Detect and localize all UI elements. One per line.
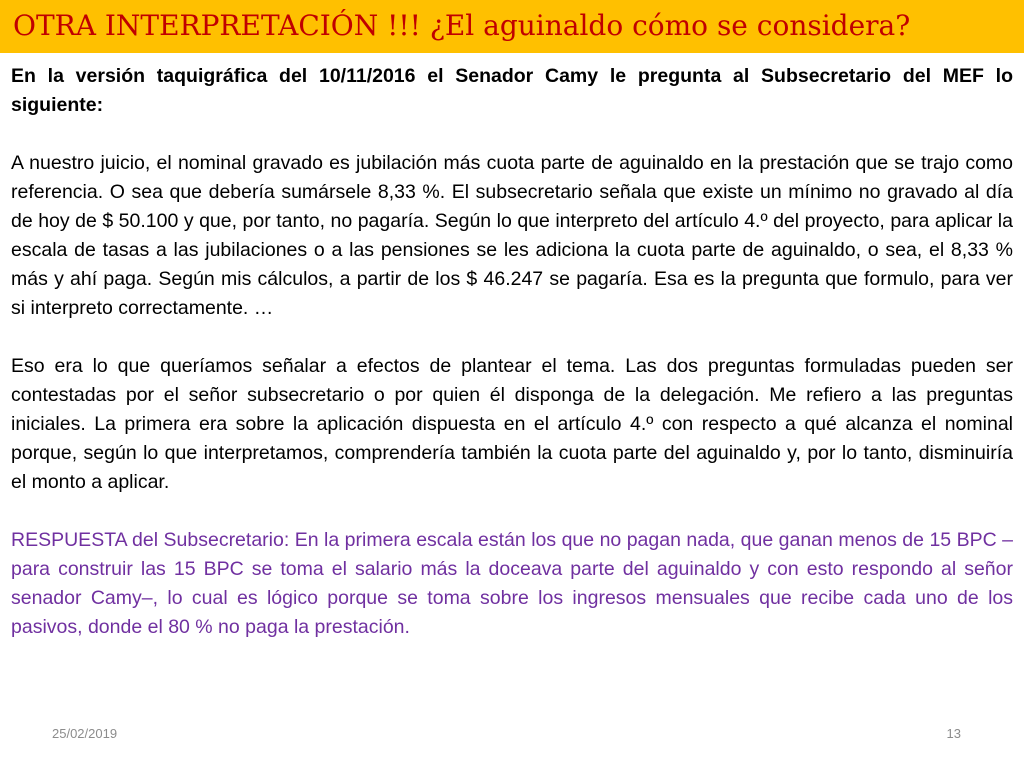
question-paragraph-2: Eso era lo que queríamos señalar a efectos de plantear el tema. Las dos preguntas formuladas pueden ser contestadas por el señor subsecretario o por quien él disponga de la delegación. Me refiero a las preguntas iniciales. La primera era sobre la aplicación dispuesta en el artículo 4.º con respecto a qué alcanza el nominal porque, según lo que interpretamos, comprendería también la cuota parte del aguinaldo y, por lo tanto, disminuiría el monto a aplicar. [11, 355, 1013, 493]
intro-paragraph: En la versión taquigráfica del 10/11/2016 el Senador Camy le pregunta al Subsecretario del MEF lo siguiente: [11, 65, 1013, 116]
footer-date: 25/02/2019 [52, 726, 118, 741]
title-bar [0, 0, 1024, 53]
slide-title: OTRA INTERPRETACIÓN !!! ¿El aguinaldo cómo se considera? [13, 9, 911, 42]
question-paragraph-1: A nuestro juicio, el nominal gravado es jubilación más cuota parte de aguinaldo en la prestación que se trajo como referencia. O sea que debería sumársele 8,33 %. El subsecretario señala que existe un mínimo no gravado al día de hoy de $ 50.100 y que, por tanto, no pagaría. Según lo que interpreto del artículo 4.º del proyecto, para aplicar la escala de tasas a las jubilaciones o a las pensiones se les adiciona la cuota parte de aguinaldo, o sea, el 8,33 % más y ahí paga. Según mis cálculos, a partir de los $ 46.247 se pagaría. Esa es la pregunta que formulo, para ver si interpreto correctamente. … [11, 152, 1013, 319]
answer-paragraph: RESPUESTA del Subsecretario: En la primera escala están los que no pagan nada, que ganan menos de 15 BPC –para construir las 15 BPC se toma el salario más la doceava parte del aguinaldo y con esto respondo al señor senador Camy–, lo cual es lógico porque se toma sobre los ingresos mensuales que recibe cada uno de los pasivos, donde el 80 % no paga la prestación. [11, 529, 1013, 638]
footer-page-number: 13 [946, 726, 961, 741]
slide-body [11, 62, 1013, 642]
